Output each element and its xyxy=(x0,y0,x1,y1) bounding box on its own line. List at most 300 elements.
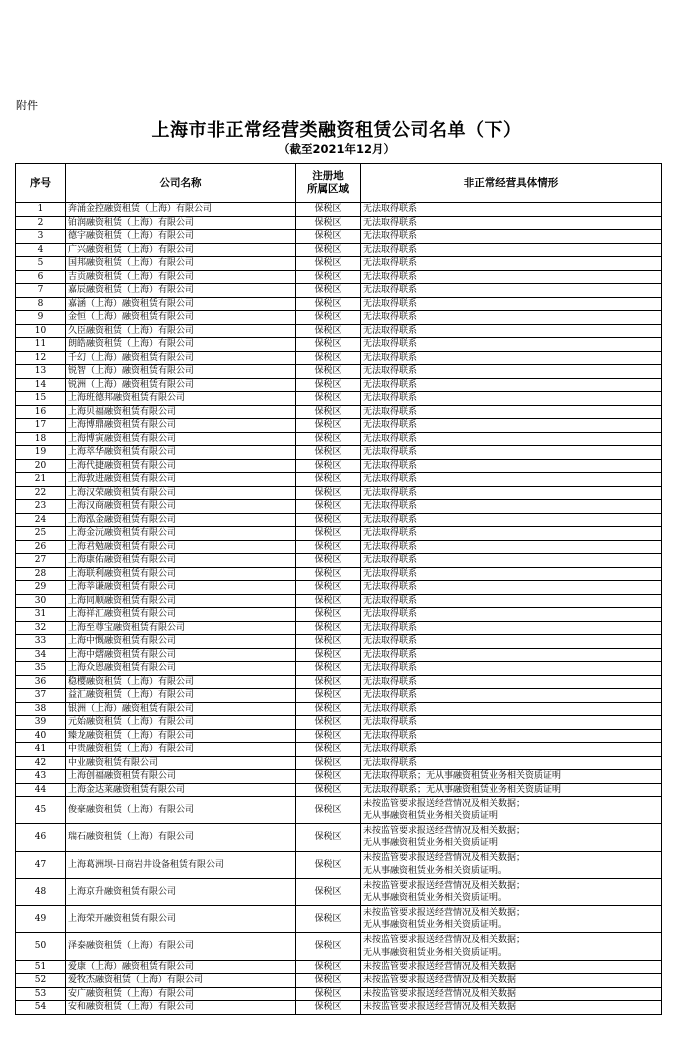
row-situation-line: 无法取得联系 xyxy=(363,514,418,525)
row-situation-line: 无法取得联系 xyxy=(363,312,418,323)
row-situation-line: 无法取得联系 xyxy=(363,217,418,228)
row-situation xyxy=(361,756,662,770)
row-situation-line: 无法取得联系 xyxy=(363,649,418,660)
row-situation xyxy=(361,257,662,271)
row-registered-area: 保税区 xyxy=(296,974,361,988)
row-situation xyxy=(361,486,662,500)
row-company-name: 久臣融资租赁（上海）有限公司 xyxy=(66,324,296,338)
header-situation: 非正常经营具体情形 xyxy=(361,164,662,203)
table-row xyxy=(16,960,662,974)
row-serial-number: 36 xyxy=(16,675,66,689)
row-situation-line: 未按监管要求报送经营情况及相关数据 xyxy=(363,975,517,986)
row-company-name: 上海博寅融资租赁有限公司 xyxy=(66,432,296,446)
row-situation-line: 未按监管要求报送经营情况及相关数据； xyxy=(363,907,526,918)
row-serial-number: 42 xyxy=(16,756,66,770)
row-situation-line: 无从事融资租赁业务相关资质证明。 xyxy=(363,893,508,904)
row-company-name: 上海京升融资租赁有限公司 xyxy=(66,878,296,905)
row-company-name: 中贵融资租赁（上海）有限公司 xyxy=(66,743,296,757)
row-situation xyxy=(361,527,662,541)
row-situation xyxy=(361,581,662,595)
row-situation-line: 未按监管要求报送经营情况及相关数据； xyxy=(363,853,526,864)
row-company-name: 安和融资租赁（上海）有限公司 xyxy=(66,1001,296,1015)
row-situation-line: 无从事融资租赁业务相关资质证明 xyxy=(363,811,499,822)
row-serial-number: 9 xyxy=(16,311,66,325)
row-situation-line: 无法取得联系 xyxy=(363,204,418,215)
row-situation xyxy=(361,608,662,622)
table-row xyxy=(16,419,662,433)
row-company-name: 爱牧杰融资租赁（上海）有限公司 xyxy=(66,974,296,988)
row-situation-line: 无法取得联系 xyxy=(363,447,418,458)
row-registered-area: 保税区 xyxy=(296,594,361,608)
table-row xyxy=(16,933,662,960)
row-registered-area: 保税区 xyxy=(296,689,361,703)
row-situation xyxy=(361,987,662,1001)
table-row xyxy=(16,906,662,933)
row-registered-area: 保税区 xyxy=(296,297,361,311)
row-registered-area: 保税区 xyxy=(296,351,361,365)
row-situation xyxy=(361,851,662,878)
row-registered-area: 保税区 xyxy=(296,527,361,541)
table-row xyxy=(16,608,662,622)
row-situation xyxy=(361,906,662,933)
row-situation-line: 无法取得联系 xyxy=(363,730,418,741)
row-situation xyxy=(361,351,662,365)
row-situation-line: 无从事融资租赁业务相关资质证明。 xyxy=(363,947,508,958)
table-row xyxy=(16,594,662,608)
row-company-name: 千幻（上海）融资租赁有限公司 xyxy=(66,351,296,365)
row-serial-number: 54 xyxy=(16,1001,66,1015)
table-row xyxy=(16,797,662,824)
row-serial-number: 32 xyxy=(16,621,66,635)
row-serial-number: 51 xyxy=(16,960,66,974)
row-situation-line: 无从事融资租赁业务相关资质证明。 xyxy=(363,920,508,931)
row-situation-line: 无法取得联系 xyxy=(363,501,418,512)
table-row xyxy=(16,716,662,730)
row-company-name: 上海金达莱融资租赁有限公司 xyxy=(66,783,296,797)
row-situation-line: 未按监管要求报送经营情况及相关数据 xyxy=(363,1002,517,1013)
table-row xyxy=(16,513,662,527)
row-situation xyxy=(361,702,662,716)
table-row xyxy=(16,257,662,271)
row-serial-number: 13 xyxy=(16,365,66,379)
row-company-name: 上海敦进融资租赁有限公司 xyxy=(66,473,296,487)
table-row xyxy=(16,743,662,757)
row-company-name: 奔涌金控融资租赁（上海）有限公司 xyxy=(66,203,296,217)
table-row xyxy=(16,203,662,217)
row-registered-area: 保税区 xyxy=(296,987,361,1001)
row-serial-number: 17 xyxy=(16,419,66,433)
table-row xyxy=(16,324,662,338)
row-serial-number: 53 xyxy=(16,987,66,1001)
row-situation xyxy=(361,365,662,379)
row-situation xyxy=(361,446,662,460)
row-serial-number: 5 xyxy=(16,257,66,271)
row-situation xyxy=(361,878,662,905)
row-situation-line: 未按监管要求报送经营情况及相关数据； xyxy=(363,935,526,946)
table-row xyxy=(16,702,662,716)
table-row xyxy=(16,459,662,473)
attachment-label: 附件 xyxy=(16,99,38,112)
row-situation-line: 无法取得联系 xyxy=(363,231,418,242)
row-situation xyxy=(361,203,662,217)
row-situation-line: 无法取得联系 xyxy=(363,285,418,296)
row-situation xyxy=(361,324,662,338)
row-registered-area: 保税区 xyxy=(296,770,361,784)
row-company-name: 上海汉商融资租赁有限公司 xyxy=(66,500,296,514)
row-company-name: 俊豪融资租赁（上海）有限公司 xyxy=(66,797,296,824)
table-row xyxy=(16,365,662,379)
row-serial-number: 43 xyxy=(16,770,66,784)
row-situation xyxy=(361,459,662,473)
row-registered-area: 保税区 xyxy=(296,270,361,284)
row-company-name: 锐洲（上海）融资租赁有限公司 xyxy=(66,378,296,392)
table-row xyxy=(16,270,662,284)
table-row xyxy=(16,432,662,446)
company-list-table xyxy=(15,163,662,1015)
row-situation xyxy=(361,243,662,257)
row-situation-line: 无法取得联系 xyxy=(363,568,418,579)
row-company-name: 银洲（上海）融资租赁有限公司 xyxy=(66,702,296,716)
row-company-name: 吉贡融资租赁（上海）有限公司 xyxy=(66,270,296,284)
table-row xyxy=(16,338,662,352)
row-registered-area: 保税区 xyxy=(296,243,361,257)
row-situation-line: 无法取得联系 xyxy=(363,555,418,566)
row-situation xyxy=(361,648,662,662)
row-serial-number: 21 xyxy=(16,473,66,487)
row-situation-line: 无从事融资租赁业务相关资质证明 xyxy=(363,838,499,849)
row-serial-number: 47 xyxy=(16,851,66,878)
row-situation-line: 未按监管要求报送经营情况及相关数据 xyxy=(363,988,517,999)
row-serial-number: 25 xyxy=(16,527,66,541)
row-company-name: 上海众恩融资租赁有限公司 xyxy=(66,662,296,676)
table-row xyxy=(16,243,662,257)
table-row xyxy=(16,824,662,851)
table-row xyxy=(16,216,662,230)
row-serial-number: 10 xyxy=(16,324,66,338)
table-row xyxy=(16,567,662,581)
row-situation xyxy=(361,960,662,974)
document-subtitle: （截至2021年12月） xyxy=(277,142,395,156)
row-company-name: 上海创福融资租赁有限公司 xyxy=(66,770,296,784)
row-serial-number: 46 xyxy=(16,824,66,851)
row-situation xyxy=(361,513,662,527)
row-serial-number: 19 xyxy=(16,446,66,460)
row-situation xyxy=(361,311,662,325)
row-situation xyxy=(361,500,662,514)
row-company-name: 上海葛洲坝-日商岩井设备租赁有限公司 xyxy=(66,851,296,878)
row-serial-number: 31 xyxy=(16,608,66,622)
row-company-name: 上海代捷融资租赁有限公司 xyxy=(66,459,296,473)
row-company-name: 广兴融资租赁（上海）有限公司 xyxy=(66,243,296,257)
row-registered-area: 保税区 xyxy=(296,540,361,554)
row-registered-area: 保税区 xyxy=(296,621,361,635)
table-row xyxy=(16,527,662,541)
row-situation xyxy=(361,567,662,581)
row-serial-number: 2 xyxy=(16,216,66,230)
table-row xyxy=(16,635,662,649)
row-company-name: 益汇融资租赁（上海）有限公司 xyxy=(66,689,296,703)
row-serial-number: 38 xyxy=(16,702,66,716)
row-registered-area: 保税区 xyxy=(296,284,361,298)
row-registered-area: 保税区 xyxy=(296,446,361,460)
row-registered-area: 保税区 xyxy=(296,648,361,662)
row-company-name: 上海莘谦融资租赁有限公司 xyxy=(66,581,296,595)
row-situation xyxy=(361,743,662,757)
table-row xyxy=(16,878,662,905)
table-row xyxy=(16,311,662,325)
table-row xyxy=(16,729,662,743)
row-registered-area: 保税区 xyxy=(296,405,361,419)
document-title: 上海市非正常经营类融资租赁公司名单（下） xyxy=(151,120,522,141)
row-situation-line: 无法取得联系；无从事融资租赁业务相关资质证明 xyxy=(363,771,562,782)
table-row xyxy=(16,770,662,784)
table-row xyxy=(16,554,662,568)
row-situation-line: 未按监管要求报送经营情况及相关数据； xyxy=(363,798,526,809)
row-situation-line: 无法取得联系 xyxy=(363,595,418,606)
table-row xyxy=(16,648,662,662)
row-serial-number: 11 xyxy=(16,338,66,352)
row-company-name: 中业融资租赁有限公司 xyxy=(66,756,296,770)
table-row xyxy=(16,378,662,392)
row-situation-line: 无法取得联系 xyxy=(363,352,418,363)
row-situation xyxy=(361,297,662,311)
row-situation-line: 无法取得联系 xyxy=(363,582,418,593)
row-situation-line: 无法取得联系 xyxy=(363,460,418,471)
table-row xyxy=(16,662,662,676)
row-situation xyxy=(361,635,662,649)
row-registered-area: 保税区 xyxy=(296,581,361,595)
row-company-name: 金恒（上海）融资租赁有限公司 xyxy=(66,311,296,325)
table-row xyxy=(16,675,662,689)
table-row xyxy=(16,351,662,365)
row-registered-area: 保税区 xyxy=(296,432,361,446)
row-registered-area: 保税区 xyxy=(296,783,361,797)
row-situation xyxy=(361,783,662,797)
row-serial-number: 8 xyxy=(16,297,66,311)
row-registered-area: 保税区 xyxy=(296,906,361,933)
row-company-name: 上海汉荣融资租赁有限公司 xyxy=(66,486,296,500)
row-registered-area: 保税区 xyxy=(296,756,361,770)
row-situation xyxy=(361,974,662,988)
row-registered-area: 保税区 xyxy=(296,1001,361,1015)
row-situation xyxy=(361,270,662,284)
row-company-name: 朗皓融资租赁（上海）有限公司 xyxy=(66,338,296,352)
row-registered-area: 保税区 xyxy=(296,567,361,581)
row-serial-number: 23 xyxy=(16,500,66,514)
row-situation-line: 无法取得联系 xyxy=(363,271,418,282)
row-serial-number: 29 xyxy=(16,581,66,595)
row-situation-line: 无法取得联系 xyxy=(363,690,418,701)
header-area-line2: 所属区域 xyxy=(307,183,349,195)
row-situation-line: 无法取得联系 xyxy=(363,339,418,350)
table-row xyxy=(16,689,662,703)
row-situation xyxy=(361,675,662,689)
row-serial-number: 44 xyxy=(16,783,66,797)
row-situation xyxy=(361,378,662,392)
row-serial-number: 22 xyxy=(16,486,66,500)
row-situation-line: 无法取得联系 xyxy=(363,487,418,498)
row-serial-number: 3 xyxy=(16,230,66,244)
row-situation-line: 无法取得联系 xyxy=(363,406,418,417)
row-serial-number: 15 xyxy=(16,392,66,406)
row-company-name: 瑞石融资租赁（上海）有限公司 xyxy=(66,824,296,851)
row-situation-line: 无法取得联系 xyxy=(363,703,418,714)
table-row xyxy=(16,581,662,595)
row-serial-number: 30 xyxy=(16,594,66,608)
row-situation-line: 无法取得联系 xyxy=(363,717,418,728)
table-row xyxy=(16,1001,662,1015)
row-company-name: 德宇融资租赁（上海）有限公司 xyxy=(66,230,296,244)
row-company-name: 泽泰融资租赁（上海）有限公司 xyxy=(66,933,296,960)
row-serial-number: 41 xyxy=(16,743,66,757)
row-registered-area: 保税区 xyxy=(296,378,361,392)
row-company-name: 臻龙融资租赁（上海）有限公司 xyxy=(66,729,296,743)
row-registered-area: 保税区 xyxy=(296,743,361,757)
row-registered-area: 保税区 xyxy=(296,702,361,716)
row-serial-number: 7 xyxy=(16,284,66,298)
row-situation xyxy=(361,770,662,784)
row-registered-area: 保税区 xyxy=(296,635,361,649)
table-row xyxy=(16,405,662,419)
table-row xyxy=(16,486,662,500)
row-situation xyxy=(361,797,662,824)
row-situation-line: 无法取得联系 xyxy=(363,744,418,755)
row-serial-number: 20 xyxy=(16,459,66,473)
row-situation-line: 无法取得联系 xyxy=(363,244,418,255)
row-registered-area: 保税区 xyxy=(296,797,361,824)
row-company-name: 上海祥汇融资租赁有限公司 xyxy=(66,608,296,622)
row-serial-number: 27 xyxy=(16,554,66,568)
row-registered-area: 保税区 xyxy=(296,203,361,217)
row-situation-line: 无法取得联系；无从事融资租赁业务相关资质证明 xyxy=(363,784,562,795)
row-situation-line: 无法取得联系 xyxy=(363,541,418,552)
row-situation-line: 无法取得联系 xyxy=(363,433,418,444)
row-registered-area: 保税区 xyxy=(296,960,361,974)
row-serial-number: 50 xyxy=(16,933,66,960)
table-row xyxy=(16,621,662,635)
table-row xyxy=(16,974,662,988)
row-company-name: 上海金沅融资租赁有限公司 xyxy=(66,527,296,541)
row-situation xyxy=(361,338,662,352)
row-company-name: 上海班德邦融资租赁有限公司 xyxy=(66,392,296,406)
row-company-name: 上海中熠融资租赁有限公司 xyxy=(66,648,296,662)
header-area-line1: 注册地 xyxy=(312,170,344,182)
row-serial-number: 12 xyxy=(16,351,66,365)
row-situation xyxy=(361,1001,662,1015)
row-serial-number: 40 xyxy=(16,729,66,743)
row-registered-area: 保税区 xyxy=(296,216,361,230)
row-situation xyxy=(361,594,662,608)
row-situation-line: 未按监管要求报送经营情况及相关数据； xyxy=(363,826,526,837)
row-serial-number: 48 xyxy=(16,878,66,905)
row-registered-area: 保税区 xyxy=(296,933,361,960)
row-company-name: 稳樱融资租赁（上海）有限公司 xyxy=(66,675,296,689)
row-situation-line: 无法取得联系 xyxy=(363,636,418,647)
row-situation-line: 无法取得联系 xyxy=(363,325,418,336)
row-situation-line: 无法取得联系 xyxy=(363,298,418,309)
row-registered-area: 保税区 xyxy=(296,608,361,622)
row-registered-area: 保税区 xyxy=(296,459,361,473)
row-situation xyxy=(361,392,662,406)
row-situation xyxy=(361,473,662,487)
row-registered-area: 保税区 xyxy=(296,500,361,514)
row-company-name: 铂润融资租赁（上海）有限公司 xyxy=(66,216,296,230)
row-registered-area: 保税区 xyxy=(296,554,361,568)
row-situation xyxy=(361,432,662,446)
table-row xyxy=(16,540,662,554)
row-company-name: 爱康（上海）融资租赁有限公司 xyxy=(66,960,296,974)
table-row xyxy=(16,756,662,770)
table-row xyxy=(16,230,662,244)
row-registered-area: 保税区 xyxy=(296,230,361,244)
row-company-name: 上海贝福融资租赁有限公司 xyxy=(66,405,296,419)
row-serial-number: 16 xyxy=(16,405,66,419)
row-situation-line: 未按监管要求报送经营情况及相关数据； xyxy=(363,880,526,891)
row-company-name: 上海博鼎融资租赁有限公司 xyxy=(66,419,296,433)
row-serial-number: 34 xyxy=(16,648,66,662)
row-situation xyxy=(361,824,662,851)
row-situation-line: 无法取得联系 xyxy=(363,393,418,404)
row-registered-area: 保税区 xyxy=(296,851,361,878)
table-row xyxy=(16,851,662,878)
row-situation-line: 无法取得联系 xyxy=(363,366,418,377)
row-situation xyxy=(361,716,662,730)
row-company-name: 上海联利融资租赁有限公司 xyxy=(66,567,296,581)
table-row xyxy=(16,284,662,298)
row-company-name: 嘉辰融资租赁（上海）有限公司 xyxy=(66,284,296,298)
table-row xyxy=(16,392,662,406)
row-situation xyxy=(361,729,662,743)
row-situation-line: 无法取得联系 xyxy=(363,528,418,539)
row-registered-area: 保税区 xyxy=(296,675,361,689)
row-serial-number: 4 xyxy=(16,243,66,257)
row-registered-area: 保税区 xyxy=(296,513,361,527)
row-company-name: 上海至尊宝融资租赁有限公司 xyxy=(66,621,296,635)
row-situation xyxy=(361,689,662,703)
row-registered-area: 保税区 xyxy=(296,365,361,379)
table-row xyxy=(16,500,662,514)
row-situation-line: 无法取得联系 xyxy=(363,622,418,633)
row-situation-line: 未按监管要求报送经营情况及相关数据 xyxy=(363,961,517,972)
table-header-row xyxy=(16,164,662,203)
row-registered-area: 保税区 xyxy=(296,419,361,433)
row-company-name: 上海荣开融资租赁有限公司 xyxy=(66,906,296,933)
row-registered-area: 保税区 xyxy=(296,878,361,905)
header-company-name: 公司名称 xyxy=(66,164,296,203)
row-registered-area: 保税区 xyxy=(296,824,361,851)
row-situation xyxy=(361,216,662,230)
row-situation-line: 无法取得联系 xyxy=(363,379,418,390)
row-registered-area: 保税区 xyxy=(296,716,361,730)
row-company-name: 嘉涵（上海）融资租赁有限公司 xyxy=(66,297,296,311)
row-situation-line: 无法取得联系 xyxy=(363,474,418,485)
row-registered-area: 保税区 xyxy=(296,257,361,271)
row-company-name: 安广融资租赁（上海）有限公司 xyxy=(66,987,296,1001)
row-serial-number: 52 xyxy=(16,974,66,988)
row-registered-area: 保税区 xyxy=(296,486,361,500)
row-company-name: 上海同顺融资租赁有限公司 xyxy=(66,594,296,608)
row-situation-line: 无从事融资租赁业务相关资质证明。 xyxy=(363,865,508,876)
row-serial-number: 28 xyxy=(16,567,66,581)
row-situation xyxy=(361,284,662,298)
row-registered-area: 保税区 xyxy=(296,662,361,676)
row-situation-line: 无法取得联系 xyxy=(363,676,418,687)
row-situation xyxy=(361,554,662,568)
row-company-name: 国邦融资租赁（上海）有限公司 xyxy=(66,257,296,271)
row-serial-number: 45 xyxy=(16,797,66,824)
header-serial-number: 序号 xyxy=(16,164,66,203)
row-serial-number: 24 xyxy=(16,513,66,527)
